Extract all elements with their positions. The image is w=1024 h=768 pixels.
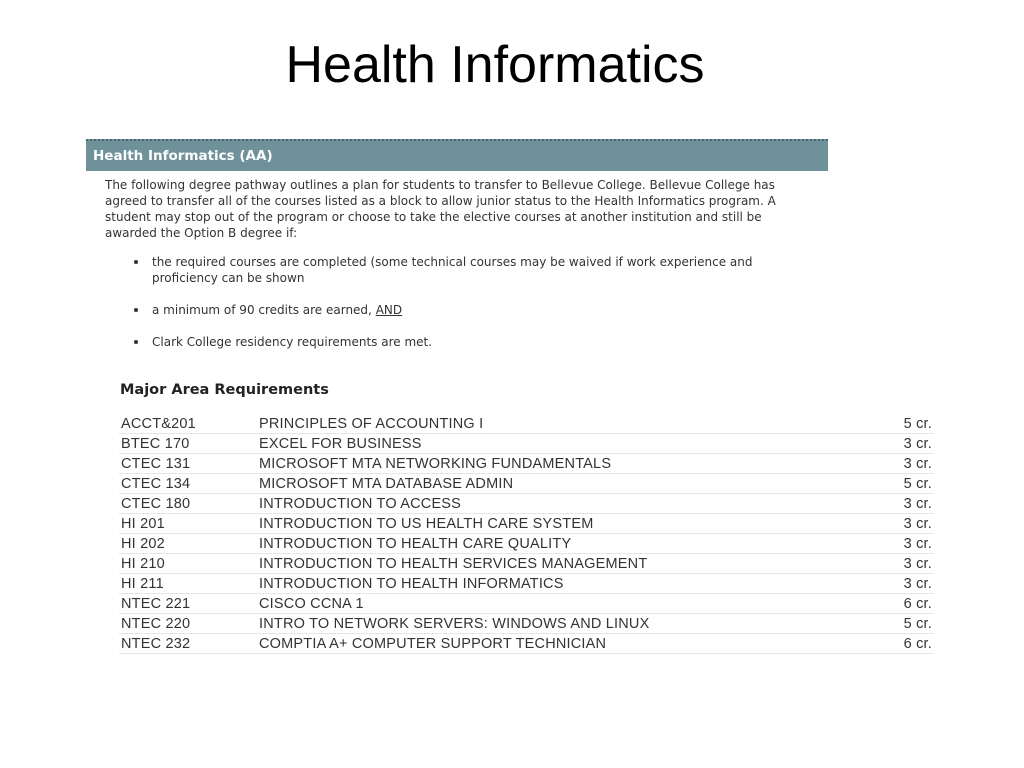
section-heading: Major Area Requirements [120, 382, 329, 398]
condition-text: a minimum of 90 credits are earned, [152, 303, 376, 317]
course-credits: 5 cr. [890, 414, 934, 434]
course-code: NTEC 220 [119, 614, 257, 634]
table-row [119, 474, 934, 494]
course-code: NTEC 232 [119, 634, 257, 654]
course-name: COMPTIA A+ COMPUTER SUPPORT TECHNICIAN [257, 634, 890, 654]
course-credits: 3 cr. [890, 574, 934, 594]
table-row [119, 534, 934, 554]
course-code: HI 201 [119, 514, 257, 534]
course-credits: 5 cr. [890, 614, 934, 634]
course-name: INTRODUCTION TO US HEALTH CARE SYSTEM [257, 514, 890, 534]
course-credits: 6 cr. [890, 594, 934, 614]
course-code: BTEC 170 [119, 434, 257, 454]
table-row [119, 554, 934, 574]
intro-paragraph: The following degree pathway outlines a plan for students to transfer to Bellevue College. Bellevue College has agreed to transfer all of the courses listed as a block to allow junior status to the Health Informatics program. A student may stop out of the program or choose to take the elective courses at another institution and still be awarded the Option B degree if: [105, 178, 776, 240]
course-credits: 3 cr. [890, 554, 934, 574]
course-code: ACCT&201 [119, 414, 257, 434]
list-item [121, 254, 781, 286]
course-name: CISCO CCNA 1 [257, 594, 890, 614]
table-row [119, 454, 934, 474]
course-code: HI 211 [119, 574, 257, 594]
bullet-icon [134, 260, 138, 264]
bullet-icon [134, 308, 138, 312]
course-name: MICROSOFT MTA DATABASE ADMIN [257, 474, 890, 494]
table-row [119, 434, 934, 454]
course-name: INTRO TO NETWORK SERVERS: WINDOWS AND LINUX [257, 614, 890, 634]
condition-text: Clark College residency requirements are met. [152, 335, 433, 349]
panel-header: Health Informatics (AA) [86, 139, 828, 171]
course-credits: 3 cr. [890, 454, 934, 474]
course-credits: 3 cr. [890, 434, 934, 454]
course-credits: 6 cr. [890, 634, 934, 654]
course-code: HI 202 [119, 534, 257, 554]
table-row [119, 494, 934, 514]
and-link[interactable]: AND [375, 303, 403, 317]
course-code: CTEC 134 [119, 474, 257, 494]
course-name: INTRODUCTION TO HEALTH CARE QUALITY [257, 534, 890, 554]
table-row [119, 614, 934, 634]
table-row [119, 634, 934, 654]
course-name: PRINCIPLES OF ACCOUNTING I [257, 414, 890, 434]
slide-title: Health Informatics [285, 36, 705, 94]
list-item [121, 334, 781, 350]
table-row [119, 594, 934, 614]
table-row [119, 574, 934, 594]
course-credits: 5 cr. [890, 474, 934, 494]
course-credits: 3 cr. [890, 534, 934, 554]
course-table [119, 414, 934, 654]
list-item [121, 302, 781, 318]
table-row [119, 514, 934, 534]
condition-text: the required courses are completed (some technical courses may be waived if work experience and proficiency can be shown [152, 255, 753, 285]
course-name: INTRODUCTION TO HEALTH INFORMATICS [257, 574, 890, 594]
course-code: HI 210 [119, 554, 257, 574]
course-name: INTRODUCTION TO HEALTH SERVICES MANAGEMENT [257, 554, 890, 574]
bullet-icon [134, 340, 138, 344]
course-name: EXCEL FOR BUSINESS [257, 434, 890, 454]
course-credits: 3 cr. [890, 514, 934, 534]
conditions-list [121, 254, 781, 350]
course-code: NTEC 221 [119, 594, 257, 614]
course-code: CTEC 180 [119, 494, 257, 514]
program-panel [86, 139, 828, 366]
course-name: MICROSOFT MTA NETWORKING FUNDAMENTALS [257, 454, 890, 474]
course-name: INTRODUCTION TO ACCESS [257, 494, 890, 514]
course-code: CTEC 131 [119, 454, 257, 474]
table-row [119, 414, 934, 434]
course-credits: 3 cr. [890, 494, 934, 514]
